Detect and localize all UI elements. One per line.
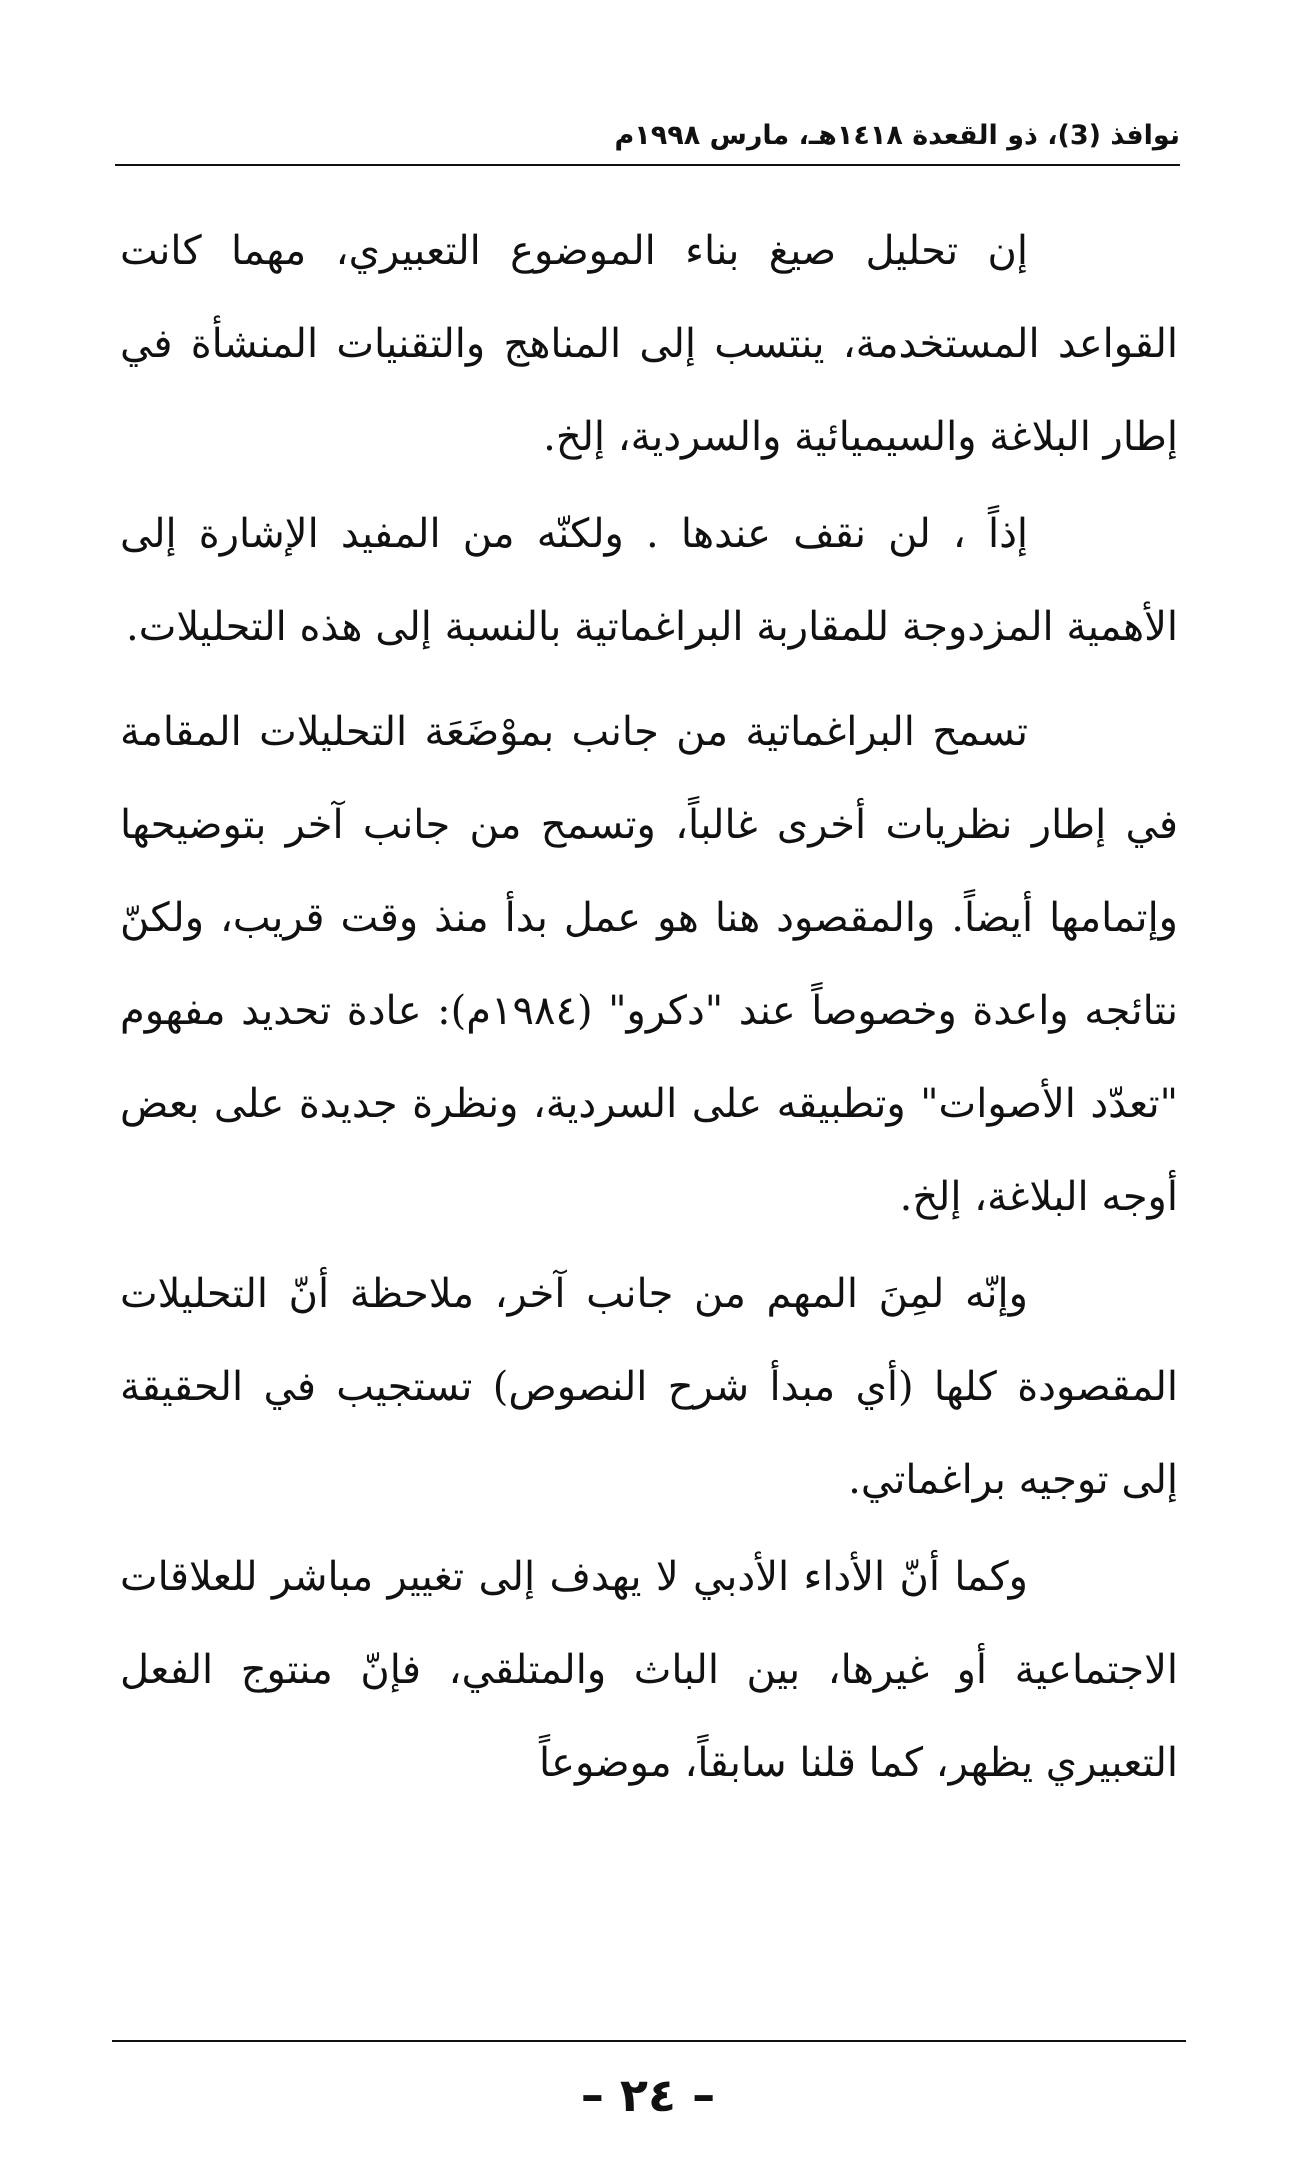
paragraph-5: وكما أنّ الأداء الأدبي لا يهدف إلى تغيير مباشر للعلاقات الاجتماعية أو غيرها، بين الباث والمتلقي، فإنّ منتوج الفعل التعبيري يظهر، كما قلنا سابقاً، موضوعاً <box>120 1554 1178 1786</box>
paragraph-4: وإنّه لمِنَ المهم من جانب آخر، ملاحظة أنّ التحليلات المقصودة كلها (أي مبدأ شرح النصوص) تستجيب في الحقيقة إلى توجيه براغماتي. <box>120 1271 1178 1503</box>
footer-divider <box>112 2040 1186 2042</box>
paragraph-1: إن تحليل صيغ بناء الموضوع التعبيري، مهما كانت القواعد المستخدمة، ينتسب إلى المناهج والتقنيات المنشأة في إطار البلاغة والسيميائية والسردية، إلخ. <box>120 228 1178 460</box>
paragraph-2: إذاً ، لن نقف عندها . ولكنّه من المفيد الإشارة إلى الأهمية المزدوجة للمقاربة البراغماتية بالنسبة إلى هذه التحليلات. <box>120 511 1178 650</box>
page-number: – ٢٤ – <box>580 2068 716 2122</box>
paragraph-3: تسمح البراغماتية من جانب بموْضَعَة التحليلات المقامة في إطار نظريات أخرى غالباً، وتسمح من جانب آخر بتوضيحها وإتمامها أيضاً. والمقصود هنا هو عمل بدأ منذ وقت قريب، ولكنّ نتائجه واعدة وخصوصاً عند "دكرو" (١٩٨٤م): عادة تحديد مفهوم "تعدّد الأصوات" وتطبيقه على السردية، ونظرة جديدة على بعض أوجه البلاغة، إلخ. <box>120 709 1178 1220</box>
running-header: نوافذ (3)، ذو القعدة ١٤١٨هـ، مارس ١٩٩٨م <box>115 112 1180 166</box>
body-text <box>120 205 1178 1810</box>
